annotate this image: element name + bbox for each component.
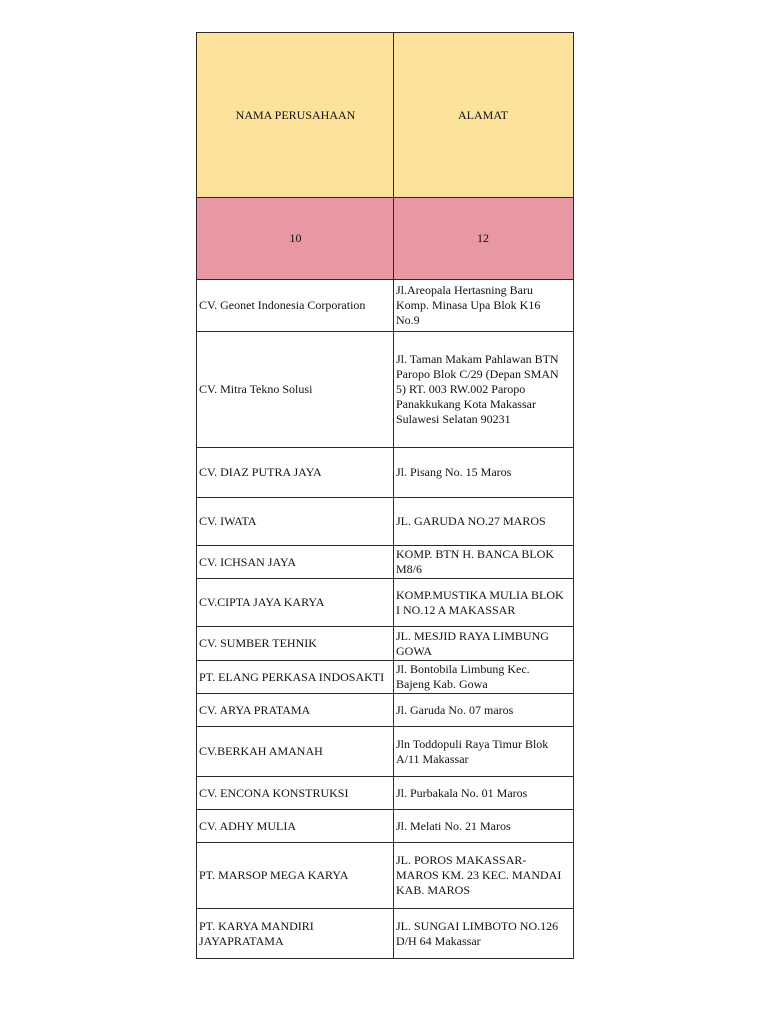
company-cell[interactable] [197,777,394,810]
table-row [197,546,574,579]
company-name: CV.BERKAH AMANAH [199,744,323,758]
table-body [197,33,574,959]
header-cell-address[interactable] [394,33,574,198]
company-cell[interactable] [197,843,394,909]
address-cell[interactable] [394,777,574,810]
company-name: CV. ARYA PRATAMA [199,702,311,717]
company-name: PT. MARSOP MEGA KARYA [199,868,349,882]
address-cell[interactable] [394,332,574,448]
company-name: CV. ADHY MULIA [199,818,297,833]
company-name: CV. DIAZ PUTRA JAYA [199,465,322,479]
table-row [197,727,574,777]
column-number-row [197,198,574,280]
company-cell[interactable] [197,727,394,777]
company-name: CV. Mitra Tekno Solusi [199,382,313,396]
company-address: Jl. Garuda No. 07 maros [396,702,514,717]
header-address-label: ALAMAT [458,107,508,122]
address-cell[interactable] [394,579,574,627]
company-cell[interactable] [197,694,394,727]
company-cell[interactable] [197,448,394,498]
company-address: Jl. Taman Makam Pahlawan BTN Paropo Blok C/29 (Depan SMAN 5) RT. 003 RW.002 Paropo Panakkukang Kota Makassar Sulawesi Selatan 90231 [396,352,559,426]
company-name: CV. Geonet Indonesia Corporation [199,298,366,312]
address-cell[interactable] [394,280,574,332]
table-row [197,332,574,448]
company-address: JL. MESJID RAYA LIMBUNG GOWA [396,628,549,658]
company-cell[interactable] [197,579,394,627]
address-cell[interactable] [394,843,574,909]
company-address: Jl. Purbakala No. 01 Maros [396,785,528,800]
table-row [197,909,574,959]
table-row [197,627,574,661]
table-row [197,579,574,627]
company-address: Jl. Bontobila Limbung Kec. Bajeng Kab. Gowa [396,662,530,691]
address-cell[interactable] [394,546,574,579]
company-cell[interactable] [197,280,394,332]
company-name: CV.CIPTA JAYA KARYA [199,595,325,609]
company-name: CV. ICHSAN JAYA [199,554,297,569]
address-cell[interactable] [394,810,574,843]
company-cell[interactable] [197,546,394,579]
address-cell[interactable] [394,448,574,498]
table-row [197,777,574,810]
address-cell[interactable] [394,627,574,661]
address-cell[interactable] [394,498,574,546]
table-row [197,810,574,843]
company-name: CV. IWATA [199,514,257,528]
company-address: JL. GARUDA NO.27 MAROS [396,514,546,528]
address-cell[interactable] [394,661,574,694]
table-row [197,498,574,546]
company-address: Jl.Areopala Hertasning Baru Komp. Minasa Upa Blok K16 No.9 [396,283,541,327]
company-address: KOMP.MUSTIKA MULIA BLOK I NO.12 A MAKASSAR [396,587,564,617]
table-row [197,843,574,909]
company-address: KOMP. BTN H. BANCA BLOK M8/6 [396,547,555,576]
column-number-company: 10 [289,231,302,245]
table-row [197,280,574,332]
company-name: CV. SUMBER TEHNIK [199,636,317,650]
address-cell[interactable] [394,694,574,727]
number-cell-company[interactable] [197,198,394,280]
table-row [197,694,574,727]
table-row [197,661,574,694]
header-company-label: NAMA PERUSAHAAN [235,107,356,122]
company-address: Jln Toddopuli Raya Timur Blok A/11 Makassar [396,736,549,766]
company-cell[interactable] [197,661,394,694]
number-cell-address[interactable] [394,198,574,280]
company-cell[interactable] [197,627,394,661]
address-cell[interactable] [394,909,574,959]
column-number-address: 12 [477,231,489,245]
company-address: JL. SUNGAI LIMBOTO NO.126 D/H 64 Makassar [396,918,559,948]
company-address-table [196,32,574,959]
company-cell[interactable] [197,332,394,448]
company-address: Jl. Melati No. 21 Maros [396,818,511,833]
company-name: PT. KARYA MANDIRI JAYAPRATAMA [199,918,314,948]
company-cell[interactable] [197,498,394,546]
header-cell-company[interactable] [197,33,394,198]
table-row [197,448,574,498]
header-row [197,33,574,198]
company-cell[interactable] [197,909,394,959]
company-name: PT. ELANG PERKASA INDOSAKTI [199,669,385,684]
address-cell[interactable] [394,727,574,777]
company-cell[interactable] [197,810,394,843]
company-address: Jl. Pisang No. 15 Maros [396,465,512,479]
company-address: JL. POROS MAKASSAR- MAROS KM. 23 KEC. MANDAI KAB. MAROS [396,853,562,897]
company-name: CV. ENCONA KONSTRUKSI [199,785,349,800]
